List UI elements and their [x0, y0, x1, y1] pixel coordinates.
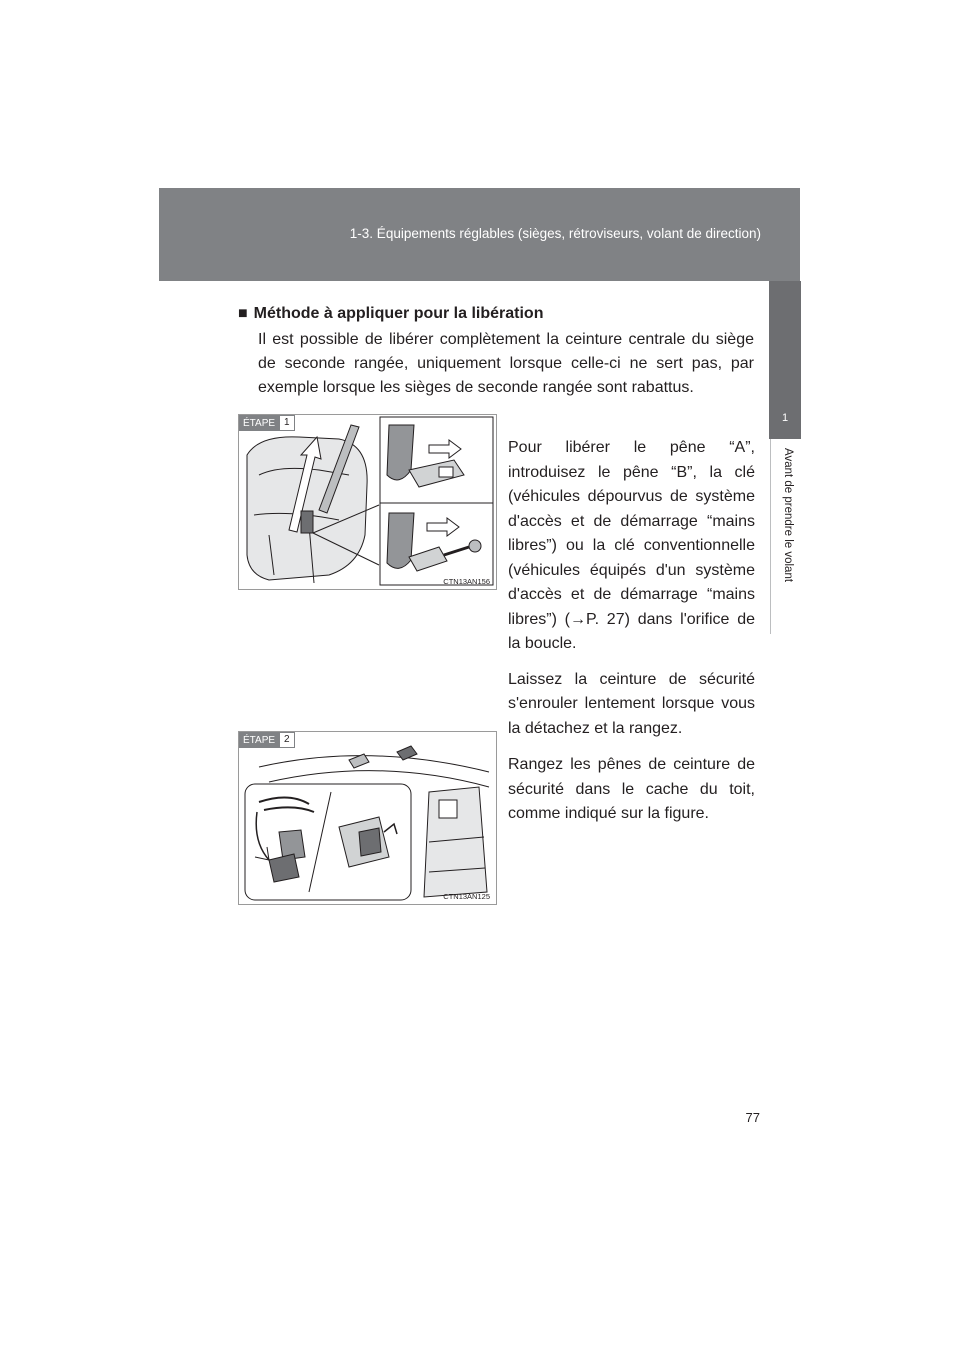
heading-text: Méthode à appliquer pour la libération — [253, 305, 544, 322]
step-label: ÉTAPE — [239, 415, 279, 431]
figure-code: CTN13AN125 — [443, 892, 490, 901]
chapter-tab — [769, 281, 801, 439]
intro-text: Il est possible de libérer complètement la ceinture centrale du siège de seconde rangée, uniquement lorsque celle-ci ne sert pas, par exemple lorsque les sièges de seconde rangée sont rabattus. — [258, 331, 754, 396]
chapter-number: 1 — [781, 412, 789, 424]
figure-code: CTN13AN156 — [443, 577, 490, 586]
step-2-text — [508, 753, 755, 838]
page-number: 77 — [745, 1110, 760, 1125]
roof-cover-illustration — [239, 732, 496, 904]
bullet-square-icon: ■ — [238, 305, 248, 322]
step-2-paragraph-1: Rangez les pênes de ceinture de sécurité dans le cache du toit, comme indiqué sur la figure. — [508, 756, 755, 822]
step-label: ÉTAPE — [239, 732, 279, 748]
step-1-paragraph-2: Laissez la ceinture de sécurité s'enrouler lentement lorsque vous la détachez et la rangez. — [508, 670, 755, 737]
step-number: 2 — [279, 732, 295, 748]
step-2-figure — [238, 731, 497, 905]
step-1-text — [508, 436, 755, 752]
step-2-badge — [239, 732, 295, 748]
seat-belt-buckle-illustration — [239, 415, 496, 589]
chapter-title: Avant de prendre le volant — [782, 448, 794, 583]
section-heading — [238, 305, 543, 323]
step-1-badge — [239, 415, 295, 431]
section-title: 1-3. Équipements réglables (sièges, rétroviseurs, volant de direction) — [349, 226, 761, 241]
step-1-paragraph-1: Pour libérer le pêne “A”, introduisez le pêne “B”, la clé (véhicules dépourvus de système d'accès et de démarrage “mains libres”) ou la clé conventionnelle (véhicules équipés d'un système d'accès et de démarrage “mains libres”) (→P. 27) dans l'orifice de la boucle. — [508, 439, 755, 652]
side-divider — [770, 439, 771, 634]
step-number: 1 — [279, 415, 295, 431]
step-1-figure — [238, 414, 497, 590]
intro-paragraph — [258, 328, 754, 400]
